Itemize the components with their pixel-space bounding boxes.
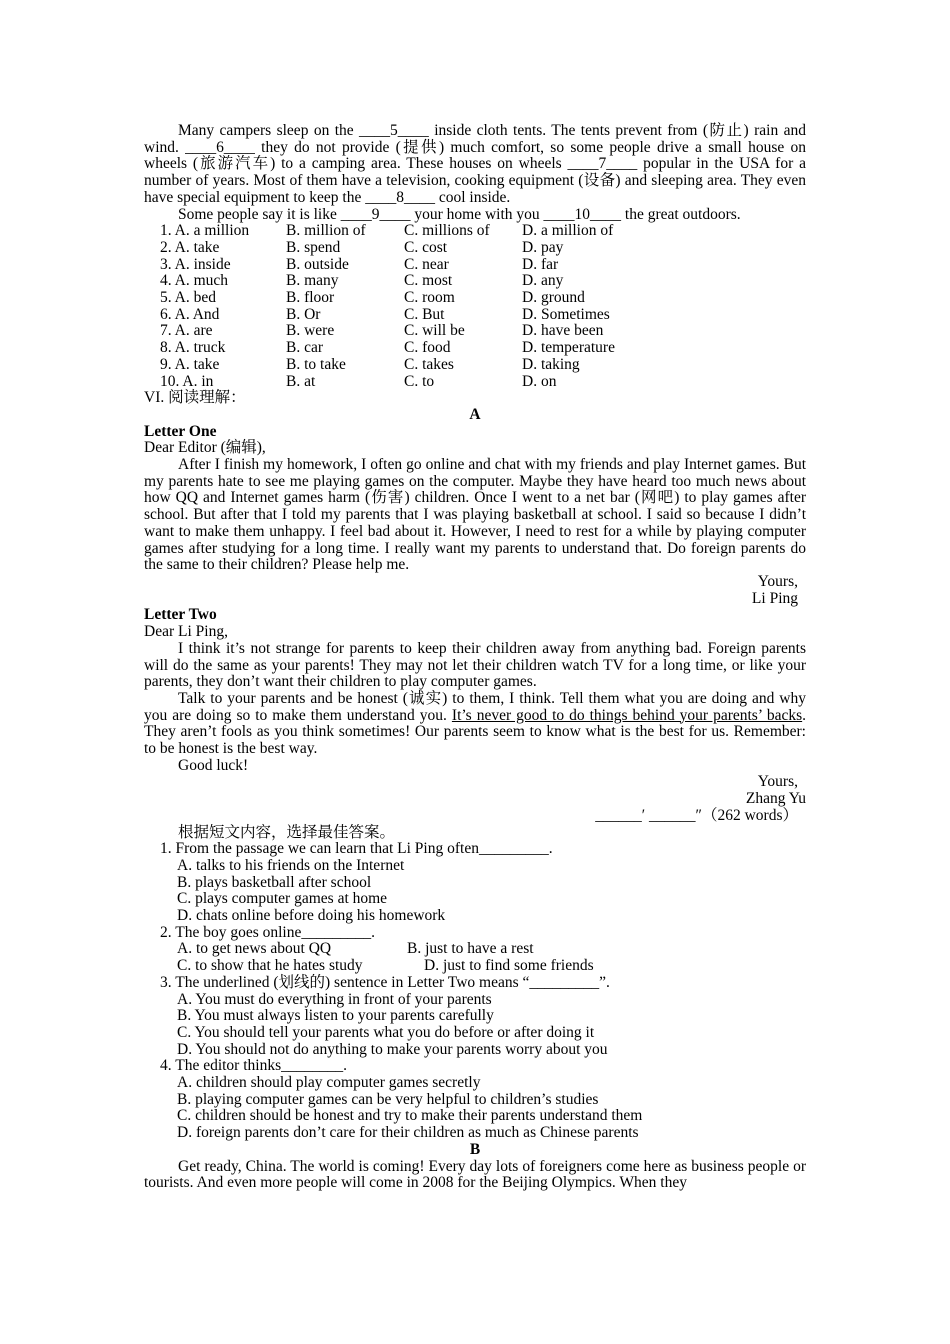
answer-option: A. talks to his friends on the Internet [177, 856, 405, 874]
letter-one-closing: Yours, [757, 572, 798, 590]
document-page [144, 123, 806, 1192]
answer-option: A. You must do everything in front of your parents [177, 990, 492, 1008]
cloze-paragraph-1: Many campers sleep on the ____5____ inside cloth tents. The tents prevent from (防止) rain and wind. ____6____ they do not provide (提供) much comfort, so some people drive a small house on wheels (旅游汽车) to a camping area. These houses on wheels ____7____ popular in the USA for a number of years. Most of them have a television, cooking equipment (设备) and sleeping area. They even have special equipment to keep the ____8____ cool inside. [144, 122, 806, 206]
letter-two-closing: Yours, [757, 773, 798, 791]
answer-option: D. You should not do anything to make your parents worry about you [177, 1040, 608, 1058]
option-row: 3. A. inside B. outside C. near D. far [160, 255, 559, 273]
answer-option: D. chats online before doing his homework [177, 907, 446, 925]
option-row: 6. A. And B. Or C. But D. Sometimes [160, 305, 610, 323]
letter-one-body: After I finish my homework, I often go online and chat with my friends and play Internet games. But my parents hate to see me playing games on the computer. Maybe they have heard too much news about how QQ and Internet games harm (伤害) children. Once I went to a net bar (网吧) to play games after school. But after that I told my parents that I was playing basketball at school. I said so because I didn’t want to make them unhappy. I feel bad about it. However, I need to rest for a while by playing computer games after studying for a long time. I really want my parents to understand that. Do foreign parents do the same to their children? Please help me. [144, 456, 806, 574]
letter-two-title: Letter Two [144, 606, 217, 624]
option-row: 2. A. take B. spend C. cost D. pay [160, 238, 564, 256]
underlined-sentence: It’s never good to do things behind your parents’ backs [451, 706, 803, 724]
letter-two-signature: Zhang Yu [745, 790, 806, 808]
letter-two-body-2: Talk to your parents and be honest (诚实) to them, I think. Tell them what you are doing and why you are doing so to make them understand you. It’s never good to do things behind your parents’ backs. They aren’t fools as you think sometimes! Our parents seem to know what is the best for us. Remember: to be honest is the best way. [144, 689, 807, 758]
passage-b-body: Get ready, China. The world is coming! Every day lots of foreigners come here as business people or tourists. And even more people will come in 2008 for the Beijing Olympics. When they [144, 1157, 806, 1192]
passage-b-label: B [469, 1140, 481, 1158]
option-row: 9. A. take B. to take C. takes D. taking [160, 355, 580, 373]
option-row: 4. A. much B. many C. most D. any [160, 272, 564, 290]
option-row: 8. A. truck B. car C. food D. temperature [160, 339, 615, 357]
answer-option: C. plays computer games at home [177, 890, 388, 908]
answer-option: C. children should be honest and try to make their parents understand them [177, 1107, 643, 1125]
question-3: 3. The underlined (划线的) sentence in Letter Two means “_________”. [160, 973, 610, 991]
answer-option: B. You must always listen to your parents carefully [177, 1007, 494, 1025]
letter-two-body-1: I think it’s not strange for parents to keep their children away from anything bad. Foreign parents will do the same as your parents! They may not let their children watch TV for a long time, or like your parents, they don’t want their children to play computer games. [144, 639, 806, 691]
option-row: 1. A. a million B. million of C. millions of D. a million of [160, 222, 614, 240]
answer-option: C. You should tell your parents what you do before or after doing it [177, 1023, 595, 1041]
answer-option: A. children should play computer games secretly [177, 1074, 481, 1092]
answer-option-pair: C. to show that he hates study D. just to find some friends [177, 957, 594, 975]
passage-a-label: A [469, 405, 481, 423]
option-row: 10. A. in B. at C. to D. on [160, 372, 557, 390]
option-row: 5. A. bed B. floor C. room D. ground [160, 289, 585, 307]
answer-option: B. playing computer games can be very helpful to children’s studies [177, 1090, 599, 1108]
letter-one-greeting: Dear Editor (编辑), [144, 439, 266, 457]
question-1: 1. From the passage we can learn that Li Ping often_________. [160, 840, 553, 858]
letter-one-title: Letter One [144, 422, 217, 440]
question-2: 2. The boy goes online_________. [160, 923, 375, 941]
question-4: 4. The editor thinks________. [160, 1057, 347, 1075]
cloze-paragraph-2: Some people say it is like ____9____ your home with you ____10____ the great outdoors. [178, 205, 741, 223]
answer-option: D. foreign parents don’t care for their children as much as Chinese parents [177, 1124, 639, 1142]
option-row: 7. A. are B. were C. will be D. have been [160, 322, 604, 340]
letter-two-body-3: Good luck! [178, 756, 249, 774]
letter-one-signature: Li Ping [751, 589, 798, 607]
section-title: VI. 阅读理解： [144, 389, 246, 407]
reading-time-words: ______′ ______″（262 words） [595, 806, 798, 824]
cloze-options [144, 223, 806, 390]
instruction: 根据短文内容，选择最佳答案。 [178, 823, 396, 841]
answer-option-pair: A. to get news about QQ B. just to have a rest [177, 940, 534, 958]
answer-option: B. plays basketball after school [177, 873, 372, 891]
letter-two-greeting: Dear Li Ping, [144, 623, 228, 641]
